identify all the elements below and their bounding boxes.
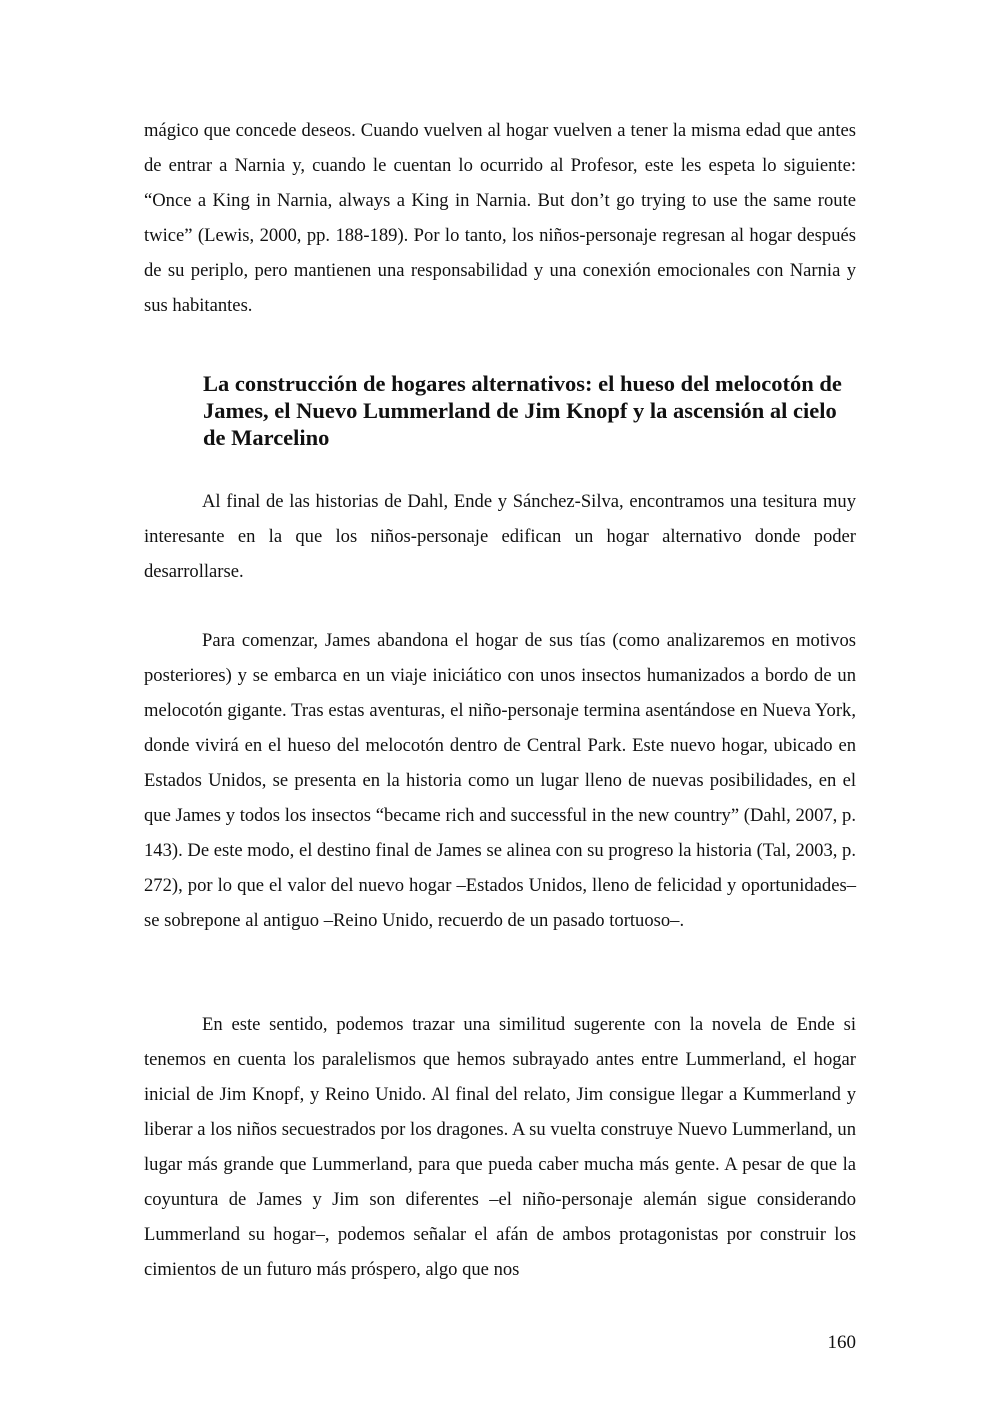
paragraph: Para comenzar, James abandona el hogar de sus tías (como analizaremos en motivos posteriores) y se embarca en un viaje iniciático con unos insectos humanizados a bordo de un melocotón gigante. Tras estas aventuras, el niño-personaje termina asentándose en Nueva York, donde vivirá en el hueso del melocotón dentro de Central Park. Este nuevo hogar, ubicado en Estados Unidos, se presenta en la historia como un lugar lleno de nuevas posibilidades, en el que James y todos los insectos “became rich and successful in the new country” (Dahl, 2007, p. 143). De este modo, el destino final de James se alinea con su progreso la historia (Tal, 2003, p. 272), por lo que el valor del nuevo hogar –Estados Unidos, lleno de felicidad y oportunidades– se sobrepone al antiguo –Reino Unido, recuerdo de un pasado tortuoso–. (144, 630, 856, 931)
page-number: 160 (827, 1332, 856, 1353)
paragraph-continuation: mágico que concede deseos. Cuando vuelven al hogar vuelven a tener la misma edad que antes de entrar a Narnia y, cuando le cuentan lo ocurrido al Profesor, este les espeta lo siguiente: “Once a King in Narnia, always a King in Narnia. But don’t go trying to use the same route twice” (Lewis, 2000, pp. 188-189). Por lo tanto, los niños-personaje regresan al hogar después de su periplo, pero mantienen una responsabilidad y una conexión emocionales con Narnia y sus habitantes. (144, 120, 856, 316)
paragraph: Al final de las historias de Dahl, Ende y Sánchez-Silva, encontramos una tesitura muy interesante en la que los niños-personaje edifican un hogar alternativo donde poder desarrollarse. (144, 491, 856, 582)
paragraph: En este sentido, podemos trazar una similitud sugerente con la novela de Ende si tenemos en cuenta los paralelismos que hemos subrayado antes entre Lummerland, el hogar inicial de Jim Knopf, y Reino Unido. Al final del relato, Jim consigue llegar a Kummerland y liberar a los niños secuestrados por los dragones. A su vuelta construye Nuevo Lummerland, un lugar más grande que Lummerland, para que pueda caber mucha más gente. A pesar de que la coyuntura de James y Jim son diferentes –el niño-personaje alemán sigue considerando Lummerland su hogar–, podemos señalar el afán de ambos protagonistas por construir los cimientos de un futuro más próspero, algo que nos (144, 1014, 856, 1280)
section-heading: La construcción de hogares alternativos: el hueso del melocotón de James, el Nuevo Lummerland de Jim Knopf y la ascensión al cielo de Marcelino (203, 371, 842, 450)
